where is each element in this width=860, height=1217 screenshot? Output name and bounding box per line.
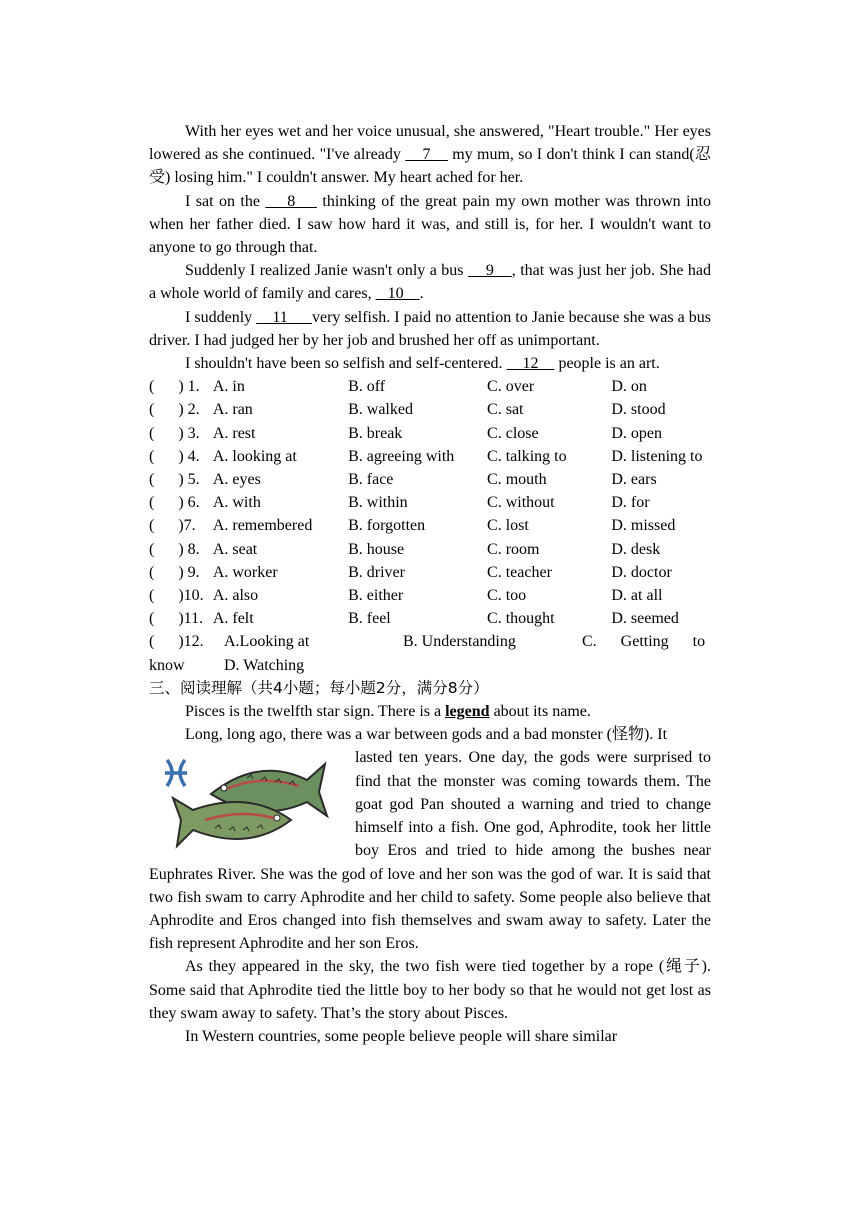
option-b: B. break — [348, 424, 403, 442]
question-number: ( ) 3. — [149, 424, 200, 442]
reading-paragraph-2-block — [149, 723, 711, 955]
question-row — [149, 584, 711, 607]
blank-11: 11 — [256, 308, 312, 326]
passage-paragraph-4 — [149, 306, 711, 352]
passage-paragraph-2 — [149, 190, 711, 260]
option-c: C. close — [487, 424, 539, 442]
question-number: ( )11. — [149, 610, 204, 628]
option-a: A. looking at — [212, 447, 297, 465]
document-page — [149, 120, 711, 1048]
question-row — [149, 398, 711, 421]
question-number: ( ) 9. — [149, 563, 200, 581]
blank-9: 9 — [468, 262, 512, 280]
question-row — [149, 607, 711, 630]
option-a: A. eyes — [212, 471, 261, 489]
option-d: D. stood — [611, 401, 666, 419]
option-a: A. also — [212, 587, 259, 605]
passage-paragraph-1 — [149, 120, 711, 190]
question-number: ( ) 6. — [149, 494, 200, 512]
option-c-continued: know — [149, 656, 185, 674]
question-number: ( ) 5. — [149, 471, 200, 489]
passage-paragraph-3 — [149, 259, 711, 305]
r2-rest: lasted ten years. One day, the gods were surprised to find that the monster was coming towards them. The goat god Pan shouted a warning and tried to change himself into a fish. One god, Aphrodite, took her little boy Eros and tried to hide among the bushes near Euphrates River. She was the god of love and her son was the god of war. It is said that two fish swam to carry Aphrodite and her child to safety. Some people also believe that Aphrodite and Eros changed into fish themselves and swam away to safety. Later the fish represent Aphrodite and her son Eros. — [149, 749, 711, 953]
text: With her eyes wet and her voice unusual, she answered, "Heart trouble." Her eyes lowered as she continued. "I've already — [149, 123, 711, 164]
question-number: ( ) 2. — [149, 401, 200, 419]
option-a: A. rest — [212, 424, 256, 442]
question-row — [149, 468, 711, 491]
option-b: B. within — [348, 494, 408, 512]
question-table — [149, 375, 711, 630]
question-number: ( ) 4. — [149, 447, 200, 465]
pisces-glyph-icon — [165, 760, 187, 786]
question-row — [149, 514, 711, 537]
option-c: C. sat — [487, 401, 524, 419]
question-row — [149, 491, 711, 514]
option-d: D. missed — [611, 517, 676, 535]
section-heading: 三、阅读理解（共4小题；每小题2分，满分8分） — [149, 678, 489, 697]
question-number: ( )12. — [149, 633, 204, 651]
option-d: D. listening to — [611, 447, 703, 465]
option-a: A.Looking at — [224, 633, 310, 651]
option-c: C. lost — [487, 517, 529, 535]
option-b: B. face — [348, 471, 394, 489]
option-a: A. remembered — [212, 517, 313, 535]
question-row — [149, 422, 711, 445]
option-b: B. walked — [348, 401, 413, 419]
option-d: D. on — [611, 378, 647, 396]
option-c: C. Getting to — [582, 633, 706, 651]
option-d: D. Watching — [224, 656, 305, 674]
text: very selfish. I paid no attention to Janie because she was a bus driver. I had judged her by her job and brushed her off as unimportant. — [149, 308, 712, 349]
reading-paragraph-4: In Western countries, some people believe people will share similar — [185, 1027, 618, 1045]
option-d: D. open — [611, 424, 663, 442]
option-d: D. doctor — [611, 563, 672, 581]
question-number: ( ) 8. — [149, 540, 200, 558]
option-b: B. house — [348, 540, 405, 558]
keyword-legend: legend — [445, 703, 490, 721]
option-c: C. too — [487, 587, 527, 605]
option-c: C. mouth — [487, 471, 547, 489]
option-c: C. over — [487, 378, 535, 396]
question-row — [149, 375, 711, 398]
option-c: C. thought — [487, 610, 555, 628]
blank-8: 8 — [265, 192, 317, 210]
option-a: A. felt — [212, 610, 254, 628]
pisces-image — [149, 746, 355, 862]
question-number: ( ) 1. — [149, 378, 200, 396]
option-b: B. driver — [348, 563, 405, 581]
option-c: C. without — [487, 494, 555, 512]
question-12 — [149, 630, 711, 676]
option-d: D. for — [611, 494, 650, 512]
reading-paragraph-1 — [149, 700, 711, 723]
option-a: A. ran — [212, 401, 253, 419]
r2-first-line: Long, long ago, there was a war between gods and a bad monster (怪物). It — [185, 726, 668, 744]
option-a: A. worker — [212, 563, 278, 581]
option-d: D. seemed — [611, 610, 679, 628]
option-c: C. room — [487, 540, 540, 558]
text: about its name. — [489, 703, 591, 721]
text: people is an art. — [554, 355, 660, 373]
option-d: D. at all — [611, 587, 663, 605]
option-b: B. forgotten — [348, 517, 426, 535]
question-row — [149, 561, 711, 584]
option-a: A. with — [212, 494, 261, 512]
text: Pisces is the twelfth star sign. There is a — [185, 703, 446, 721]
text: . — [419, 285, 424, 303]
text: thinking of the great pain my own mother was thrown into when her father died. I saw how hard it was, and still is, for her. I wouldn't want to anyone to go through that. — [149, 192, 711, 257]
question-number: ( )10. — [149, 587, 204, 605]
blank-7: 7 — [405, 146, 448, 164]
option-b: B. Understanding — [403, 633, 516, 651]
option-b: B. agreeing with — [348, 447, 455, 465]
pisces-fish-icon — [149, 746, 349, 854]
option-b: B. either — [348, 587, 404, 605]
question-number: ( )7. — [149, 517, 196, 535]
option-b: B. off — [348, 378, 386, 396]
option-d: D. desk — [611, 540, 661, 558]
question-row — [149, 538, 711, 561]
blank-12: 12 — [506, 355, 555, 373]
text: , that was just her job. She had a whole world of family and cares, — [149, 262, 712, 303]
option-c: C. teacher — [487, 563, 552, 581]
blank-10: 10 — [375, 285, 420, 303]
option-a: A. seat — [212, 540, 258, 558]
reading-paragraph-3: As they appeared in the sky, the two fish were tied together by a rope (绳子). Some said that Aphrodite tied the little boy to her body so that he would not get lost as they swam away to safety. That’s the story about Pisces. — [149, 958, 711, 1022]
option-b: B. feel — [348, 610, 391, 628]
text: my mum, so I don't think I can stand(忍受) losing him." I couldn't answer. My heart ached for her. — [149, 146, 712, 187]
text: I sat on the — [185, 192, 266, 210]
passage-paragraph-5 — [149, 352, 711, 375]
option-c: C. talking to — [487, 447, 567, 465]
text: Suddenly I realized Janie wasn't only a bus — [185, 262, 469, 280]
question-row — [149, 445, 711, 468]
option-a: A. in — [212, 378, 245, 396]
text: I suddenly — [185, 308, 257, 326]
option-d: D. ears — [611, 471, 657, 489]
text: I shouldn't have been so selfish and self-centered. — [185, 355, 507, 373]
